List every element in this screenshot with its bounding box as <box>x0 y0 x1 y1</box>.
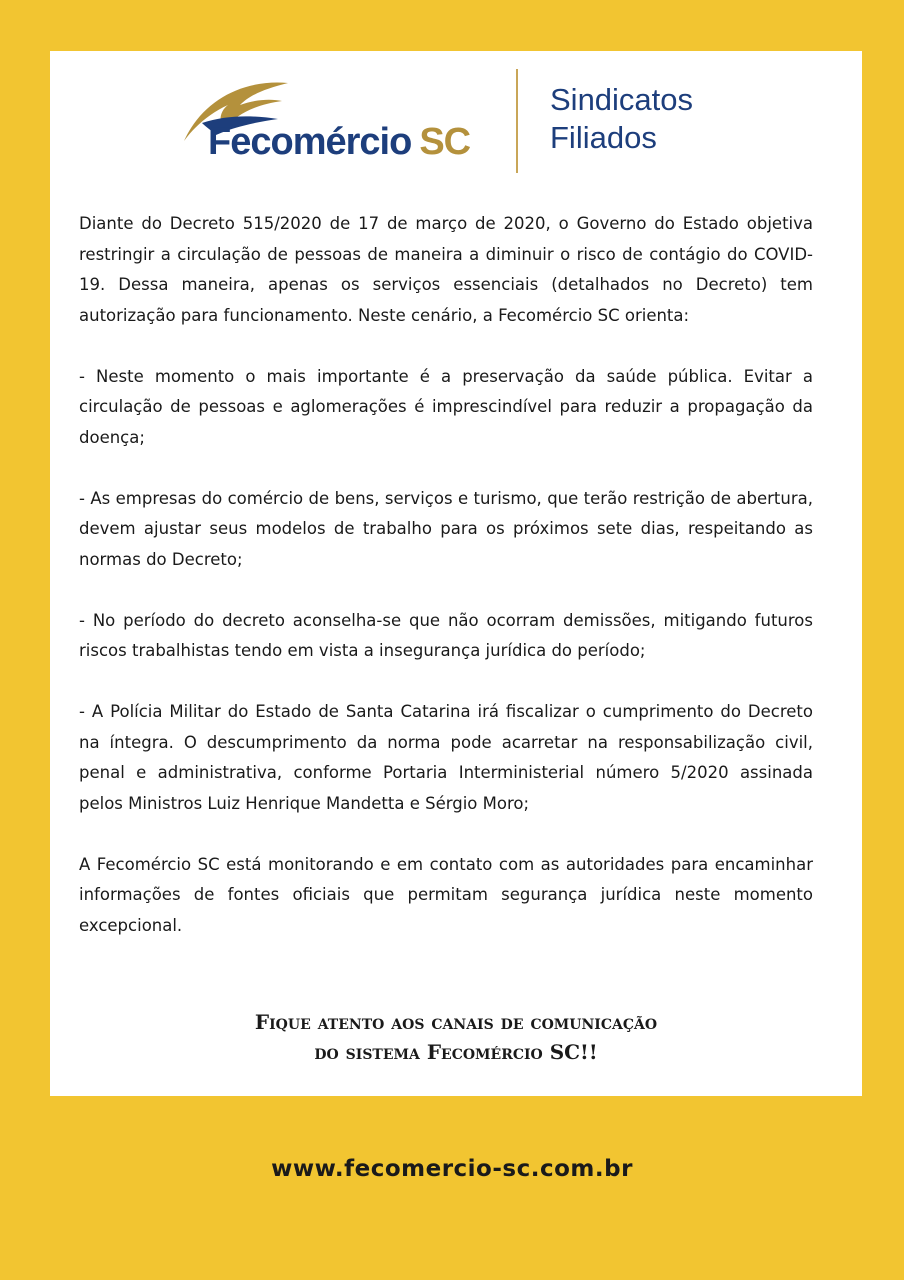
paragraph-public-health: - Neste momento o mais importante é a preservação da saúde pública. Evitar a circulação de pessoas e aglomerações é imprescindível para reduzir a propagação da doença; <box>79 366 813 447</box>
closing-line-1: Fique atento aos canais de comunicação <box>254 1010 658 1034</box>
header-logo <box>180 69 740 179</box>
paragraph-companies: - As empresas do comércio de bens, serviços e turismo, que terão restrição de abertura, devem ajustar seus modelos de trabalho para os próximos sete dias, respeitando as normas do Decreto; <box>79 488 813 569</box>
affiliates-line-2: Filiados <box>550 120 657 155</box>
paragraph-monitoring: A Fecomércio SC está monitorando e em contato com as autoridades para encaminhar informações de fontes oficiais que permitam segurança jurídica neste momento excepcional. <box>79 854 813 935</box>
document-card <box>50 51 862 1096</box>
closing-message <box>50 1007 862 1067</box>
brand-suffix: SC <box>419 121 471 163</box>
paragraph-police: - A Polícia Militar do Estado de Santa Catarina irá fiscalizar o cumprimento do Decreto na íntegra. O descumprimento da norma pode acarretar na responsabilização civil, penal e administrativa, conforme Portaria Interministerial número 5/2020 assinada pelos Ministros Luiz Henrique Mandetta e Sérgio Moro; <box>79 702 813 813</box>
paragraph-intro: Diante do Decreto 515/2020 de 17 de março de 2020, o Governo do Estado objetiva restringir a circulação de pessoas de maneira a diminuir o risco de contágio do COVID-19. Dessa maneira, apenas os serviços essenciais (detalhados no Decreto) tem autorização para funcionamento. Neste cenário, a Fecomércio SC orienta: <box>79 214 813 325</box>
brand-name <box>208 121 470 164</box>
closing-line-2: do sistema Fecomércio SC!! <box>314 1040 598 1064</box>
affiliates-label <box>550 81 693 157</box>
brand-name-text: Fecomércio <box>208 121 412 163</box>
affiliates-line-1: Sindicatos <box>550 82 694 117</box>
paragraph-dismissals: - No período do decreto aconselha-se que não ocorram demissões, mitigando futuros riscos trabalhistas tendo em vista a insegurança jurídica do período; <box>79 610 813 660</box>
document-body <box>79 209 813 972</box>
logo-divider <box>516 69 518 173</box>
website-link[interactable]: www.fecomercio-sc.com.br <box>271 1156 633 1182</box>
